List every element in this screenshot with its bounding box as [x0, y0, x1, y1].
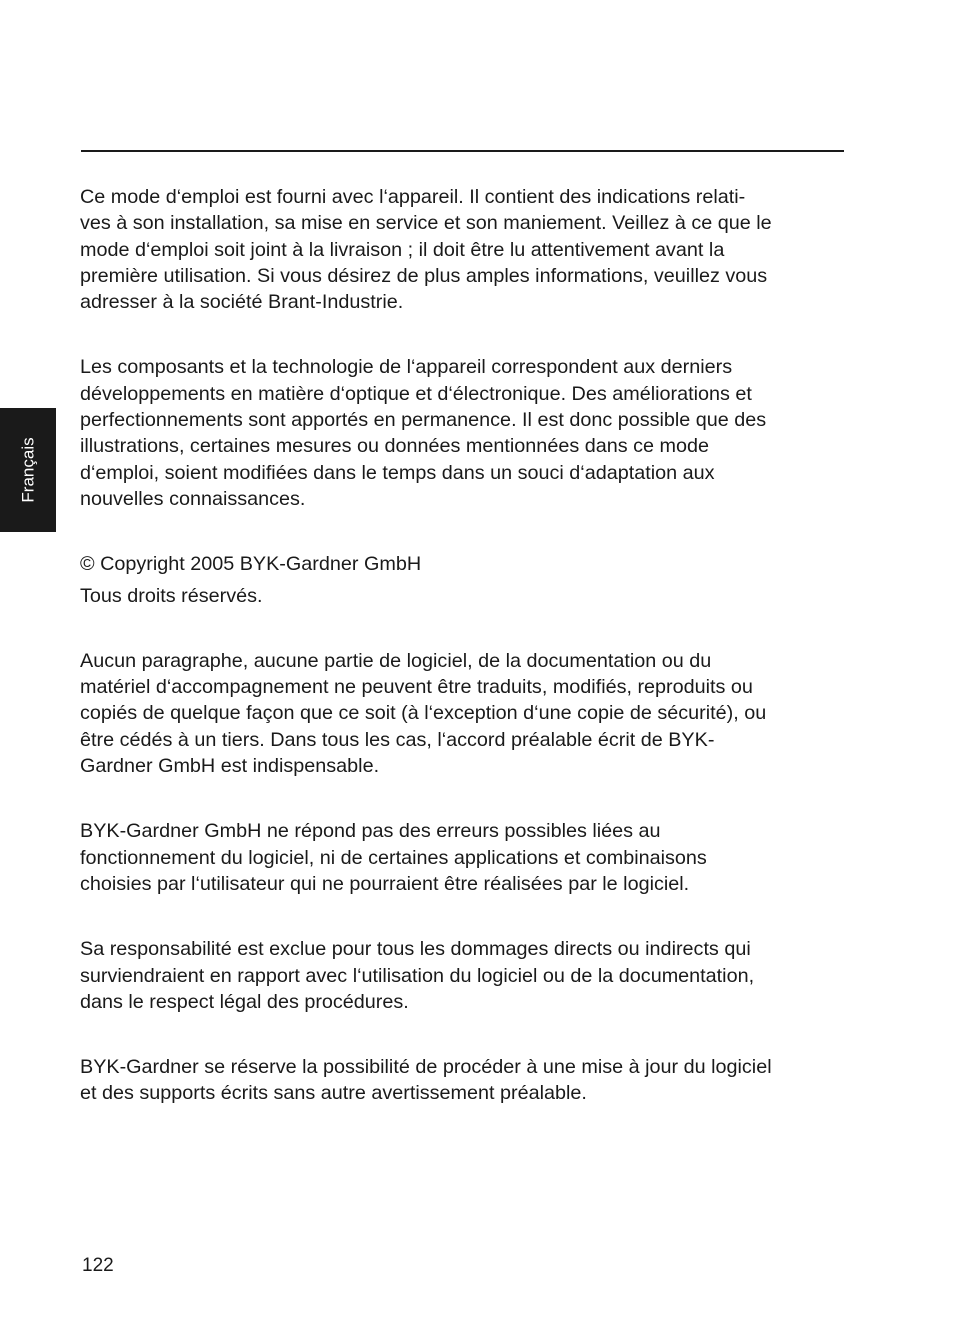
header-rule	[81, 150, 844, 152]
rights-reserved: Tous droits réservés.	[80, 584, 263, 607]
paragraph-updates: BYK-Gardner se réserve la possibilité de procéder à une mise à jour du logiciel et des supports écrits sans autre avertissement préalable.	[80, 1056, 772, 1105]
page-number: 122	[82, 1255, 114, 1276]
paragraph-reproduction: Aucun paragraphe, aucune partie de logiciel, de la documentation ou du matériel d‘accompagnement ne peuvent être traduits, modifiés, reproduits ou copiés de quelque façon que ce soit (à l‘exception d‘une copie de sécurité), ou être cédés à un tiers. Dans tous les cas, l‘accord préalable écrit de BYK- Gardner GmbH est indispensable.	[80, 649, 767, 778]
copyright-notice: © Copyright 2005 BYK-Gardner GmbH	[80, 553, 422, 576]
paragraph-liability: Sa responsabilité est exclue pour tous les dommages directs ou indirects qui surviendraient en rapport avec l‘utilisation du logiciel ou de la documentation, dans le respect légal des procédures.	[80, 938, 755, 1013]
page-body	[80, 184, 846, 1107]
paragraph-manual-intro: Ce mode d‘emploi est fourni avec l‘appareil. Il contient des indications relati- ves à son installation, sa mise en service et son maniement. Veillez à ce que le mode d‘emploi soit joint à la livraison ; il doit être lu attentivement avant la première utilisation. Si vous désirez de plus amples informations, veuillez vous adresser à la société Brant-Industrie.	[80, 186, 772, 314]
paragraph-technology: Les composants et la technologie de l‘appareil correspondent aux derniers développements en matière d‘optique et d‘électronique. Des améliorations et perfectionnements sont apportés en permanence. Il est donc possible que des illustrations, certaines mesures ou données mentionnées dans ce mode d‘emploi, soient modifiées dans le temps dans un souci d‘adaptation aux nouvelles connaissances.	[80, 356, 767, 510]
language-tab-label: Français	[18, 437, 38, 503]
paragraph-errors: BYK-Gardner GmbH ne répond pas des erreurs possibles liées au fonctionnement du logiciel, ni de certaines applications et combinaisons choisies par l‘utilisateur qui ne pourraient être réalisées par le logiciel.	[80, 820, 707, 895]
language-tab	[0, 408, 56, 532]
